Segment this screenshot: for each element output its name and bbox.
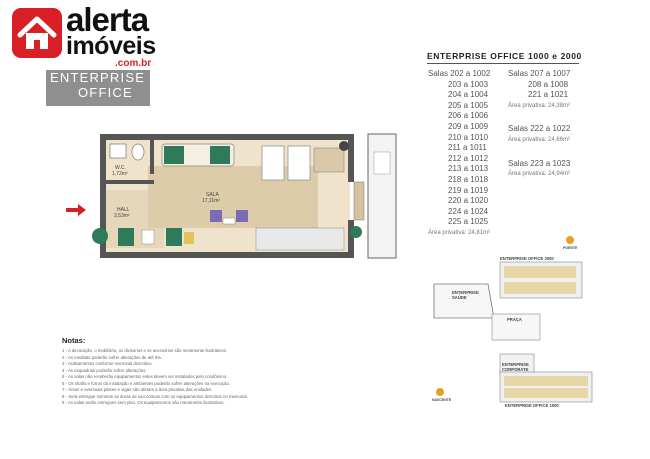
room-range: 212 a 1012 xyxy=(448,153,489,163)
rooms-column-1 xyxy=(428,69,490,239)
rooms-column-2 xyxy=(508,69,570,193)
label-sala: SALA xyxy=(206,192,219,198)
site-label-left: ENTERPRISE SAÚDE xyxy=(452,290,479,300)
note-line: 7 - Áreas e eventuais pilares e vigas não afetam a área privativa das unidades. xyxy=(62,387,213,392)
enterprise-badge-line1: ENTERPRISE xyxy=(50,70,146,85)
label-hall: HALL xyxy=(117,207,130,213)
note-line: 4 - As esquadrias poderão sofrer alterações. xyxy=(62,367,147,373)
room-group xyxy=(508,159,570,180)
note-line: 5 - As salas não receberão equipamentos estes devem ser instalados pelo condômino. xyxy=(62,374,228,379)
label-wc: W.C. xyxy=(115,165,126,171)
room-range: Salas 222 a 1022 xyxy=(508,124,571,134)
room-group xyxy=(508,69,570,111)
room-range: 213 a 1013 xyxy=(448,164,489,174)
area-note: Área privativa: 24,66m² xyxy=(508,136,571,143)
brand-name-line1: alerta xyxy=(66,1,149,38)
label-hall-area: 3,53m² xyxy=(114,213,130,219)
room-range: Salas 202 a 1002 xyxy=(428,69,491,78)
label-wc-area: 1,72m² xyxy=(112,171,128,177)
notes-title: Notas: xyxy=(62,336,86,345)
area-note: Área privativa: 24,94m² xyxy=(508,171,571,178)
sun-icon xyxy=(436,388,444,396)
entry-arrow-icon xyxy=(66,204,86,216)
enterprise-badge-line2: OFFICE xyxy=(78,85,133,100)
title-underline xyxy=(427,63,579,64)
room-range: Salas 223 a 1023 xyxy=(508,158,571,168)
notes-list xyxy=(62,348,342,407)
note-line: 8 - Será entregue somente as áreas de uso comum com os equipamentos descritos no memorial. xyxy=(62,393,248,399)
area-note: Área privativa: 24,38m² xyxy=(508,102,571,109)
area-note: Área privativa: 24,81m² xyxy=(428,229,491,236)
room-range: 224 a 1024 xyxy=(448,206,489,216)
north-label-top: POENTE xyxy=(563,246,578,250)
label-sala-area: 17,11m² xyxy=(202,198,220,204)
brand-domain: .com.br xyxy=(115,58,152,69)
table-title: ENTERPRISE OFFICE 1000 e 2000 xyxy=(427,51,582,61)
room-range: 206 a 1006 xyxy=(448,111,489,121)
sun-icon xyxy=(566,236,574,244)
site-label-right: ENTERPRISE CORPORATE xyxy=(502,362,529,372)
room-range: 220 a 1020 xyxy=(448,196,489,206)
room-range: 211 a 1011 xyxy=(448,143,487,153)
note-line: 2 - As medidas poderão sofrer alterações de até 5%. xyxy=(62,354,163,360)
north-label-bottom: NASCENTE xyxy=(432,398,452,402)
room-range: 209 a 1009 xyxy=(448,121,489,131)
room-range: 203 a 1003 xyxy=(448,79,489,89)
room-range: 208 a 1008 xyxy=(528,79,569,89)
site-label-center: PRAÇA xyxy=(507,317,522,322)
room-range: 205 a 1005 xyxy=(448,100,489,110)
room-range: 210 a 1010 xyxy=(448,132,489,142)
note-line: 6 - Os shafts e forros da instalação e ambientes poderão sofrer alterações na execução. xyxy=(62,380,231,386)
room-range: 204 a 1004 xyxy=(448,90,489,100)
house-icon xyxy=(12,8,62,58)
room-group xyxy=(508,124,570,145)
room-range: 221 a 1021 xyxy=(528,90,569,100)
site-label-top: ENTERPRISE OFFICE 2000 xyxy=(500,256,554,261)
floor-plan xyxy=(60,128,400,270)
room-range: 225 a 1025 xyxy=(448,217,489,227)
note-line: 9 - As salas serão entregues sem piso. Os equipamentos são meramente ilustrativos. xyxy=(62,400,225,405)
note-line: 1 - A decoração, o mobiliário, os divisórios e os acessórios são meramente ilustrativos. xyxy=(62,348,228,353)
brand-name-line2: imóveis xyxy=(66,32,156,60)
room-range: 219 a 1019 xyxy=(448,185,489,195)
room-range: 218 a 1018 xyxy=(448,174,489,184)
site-label-bottom: ENTERPRISE OFFICE 1000 xyxy=(505,403,559,408)
note-line: 3 - Acabamentos conforme memorial descritivo. xyxy=(62,361,153,366)
room-range: Salas 207 a 1007 xyxy=(508,69,571,78)
